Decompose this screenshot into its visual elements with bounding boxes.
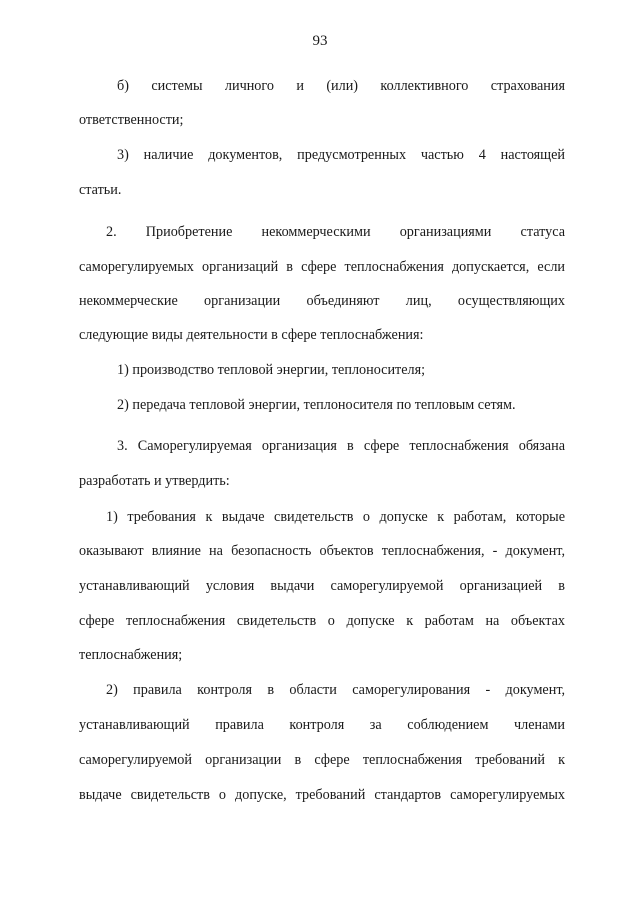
text-line: некоммерческие организации объединяют лиц, осуществляющих xyxy=(79,293,565,309)
text-line: сфере теплоснабжения свидетельств о допуске к работам на объектах xyxy=(79,613,565,629)
text-line: статьи. xyxy=(79,182,122,198)
text-line: 2. Приобретение некоммерческими организациями статуса xyxy=(106,224,565,240)
text-line: 1) требования к выдаче свидетельств о допуске к работам, которые xyxy=(106,509,565,525)
text-line: 1) производство тепловой энергии, теплоносителя; xyxy=(117,362,426,378)
text-line: 3. Саморегулируемая организация в сфере теплоснабжения обязана xyxy=(117,438,565,454)
text-line: саморегулируемой организации в сфере теплоснабжения требований к xyxy=(79,752,565,768)
text-line: оказывают влияние на безопасность объектов теплоснабжения, - документ, xyxy=(79,543,565,559)
text-line: 2) передача тепловой энергии, теплоносителя по тепловым сетям. xyxy=(117,397,516,413)
text-line: б) системы личного и (или) коллективного страхования xyxy=(117,78,565,94)
text-line: следующие виды деятельности в сфере теплоснабжения: xyxy=(79,327,424,343)
text-line: выдаче свидетельств о допуске, требований стандартов саморегулируемых xyxy=(79,787,565,803)
page-number: 93 xyxy=(312,33,328,49)
text-line: теплоснабжения; xyxy=(79,647,183,663)
text-line: саморегулируемых организаций в сфере теплоснабжения допускается, если xyxy=(79,259,565,275)
text-line: устанавливающий правила контроля за соблюдением членами xyxy=(79,717,565,733)
text-line: 3) наличие документов, предусмотренных частью 4 настоящей xyxy=(117,147,565,163)
text-line: 2) правила контроля в области саморегулирования - документ, xyxy=(106,682,565,698)
text-line: разработать и утвердить: xyxy=(79,473,230,489)
text-line: устанавливающий условия выдачи саморегулируемой организацией в xyxy=(79,578,565,594)
text-line: ответственности; xyxy=(79,112,184,128)
